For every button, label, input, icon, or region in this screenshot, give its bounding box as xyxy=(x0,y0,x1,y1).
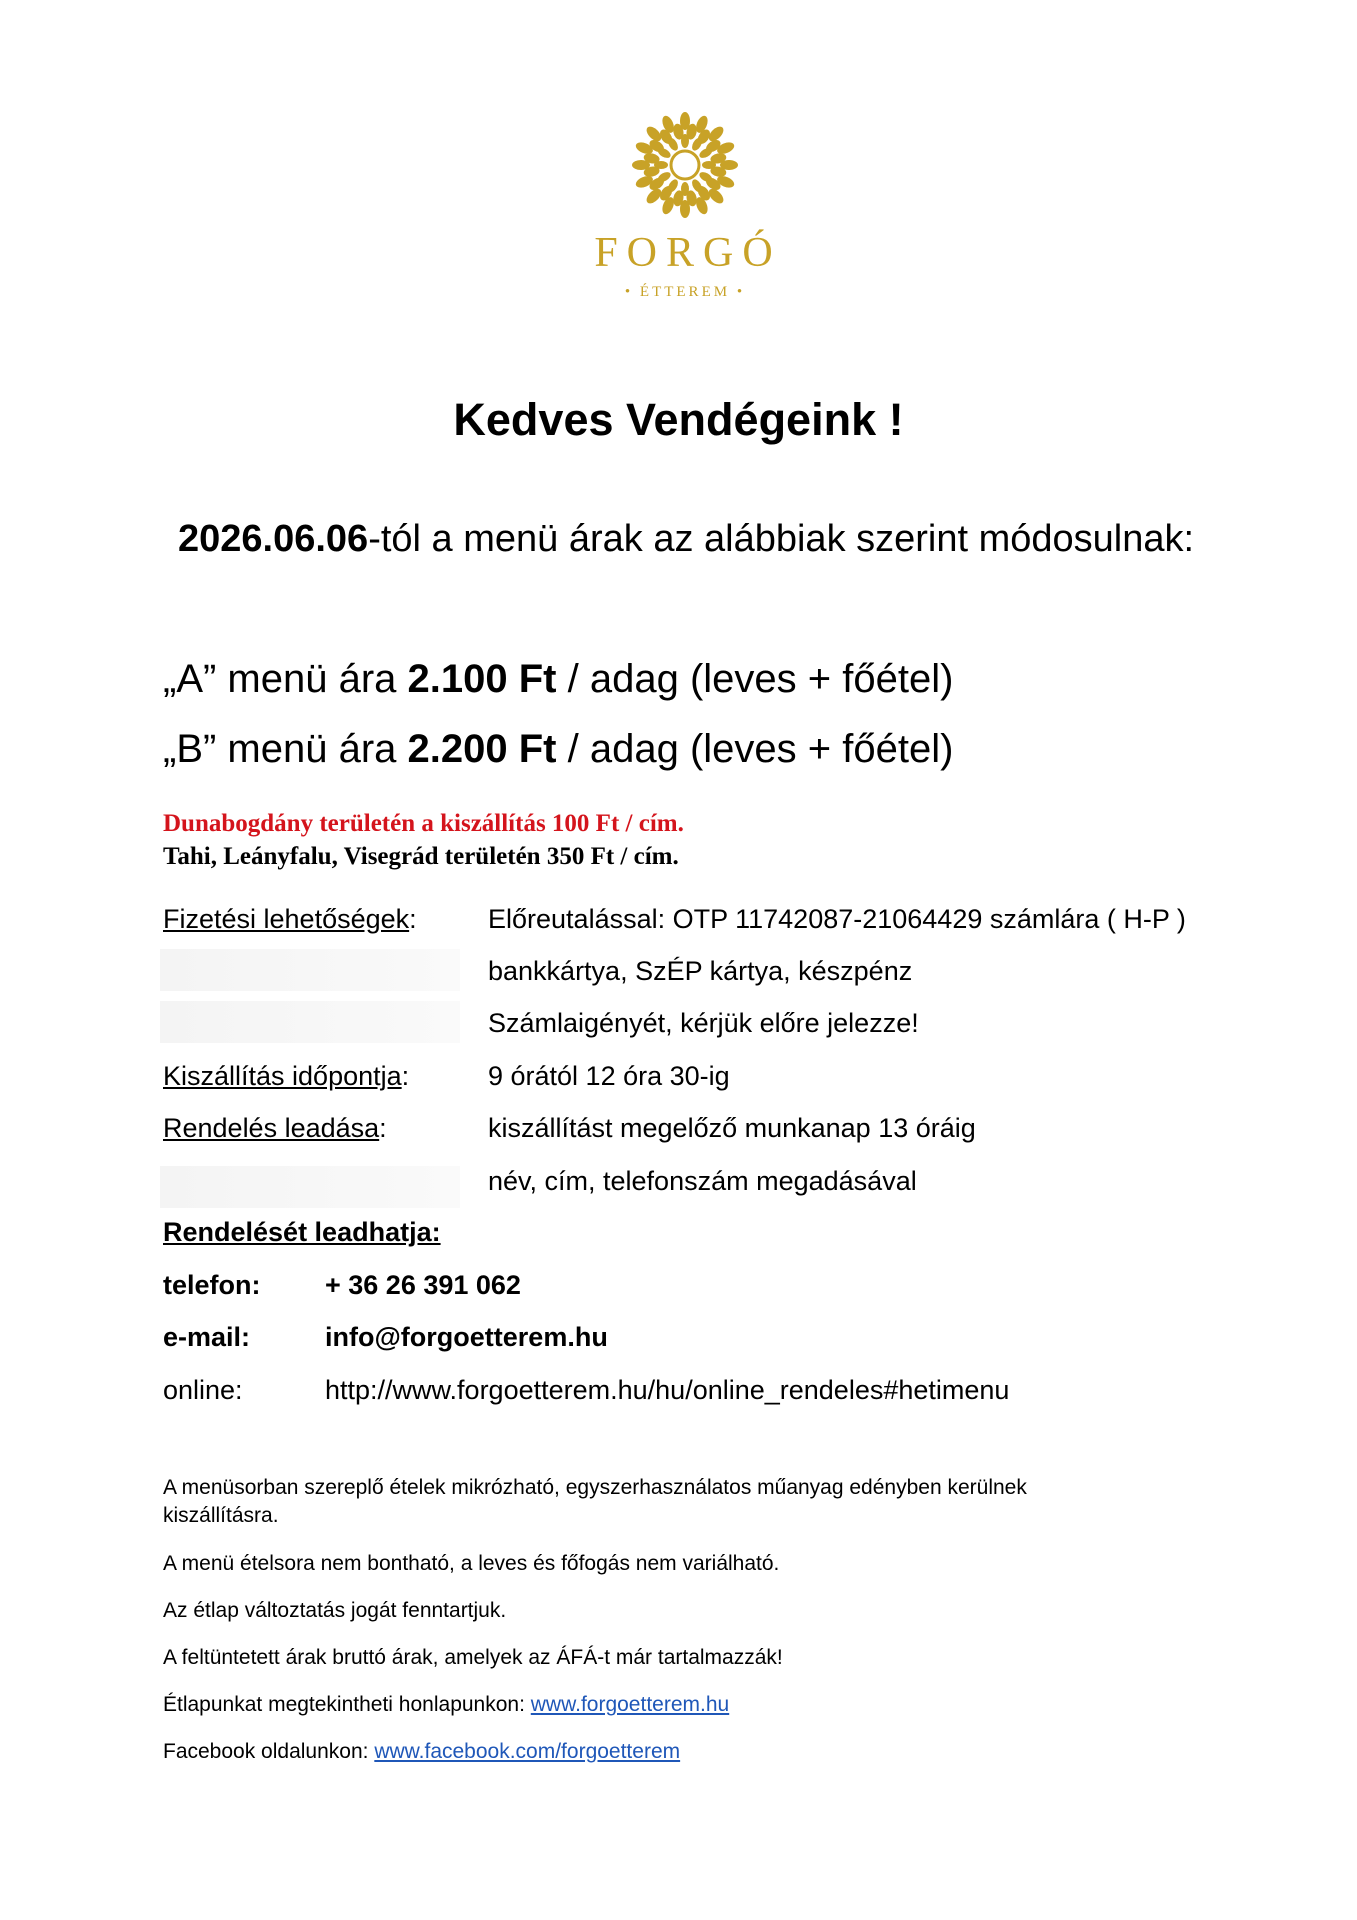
brand-subtitle: • ÉTTEREM • xyxy=(624,284,746,300)
contact-heading: Rendelését leadhatja: xyxy=(163,1217,441,1247)
phone-label: telefon: xyxy=(163,1270,261,1300)
phone-number[interactable]: + 36 26 391 062 xyxy=(325,1270,521,1300)
mandala-petal xyxy=(681,182,689,196)
mandala-petal xyxy=(702,161,716,169)
menu-b-unit: / adag (leves + főétel) xyxy=(556,727,954,771)
menu-b-price xyxy=(163,727,953,772)
packaging-note: A menüsorban szereplő ételek mikrózható, egyszerhasználatos műanyag edényben kerülnek kiszállításra. xyxy=(163,1476,1027,1527)
label-shade xyxy=(160,1166,460,1208)
label-shade xyxy=(160,1001,460,1043)
price-change-notice xyxy=(178,518,1194,561)
email-label: e-mail: xyxy=(163,1322,251,1352)
mandala-petal xyxy=(681,134,689,148)
delivery-time-label: Kiszállítás időpontja: xyxy=(163,1061,410,1091)
label-shade xyxy=(160,949,460,991)
menu-a-unit: / adag (leves + főétel) xyxy=(556,657,954,701)
mandala-petal xyxy=(654,161,668,169)
menu-b-amount: 2.200 Ft xyxy=(407,727,557,771)
effective-date: 2026.06.06 xyxy=(178,518,369,560)
restaurant-logo xyxy=(580,110,790,300)
order-details: név, cím, telefonszám megadásával xyxy=(488,1166,917,1196)
facebook-link[interactable]: www.facebook.com/forgoetterem xyxy=(374,1740,681,1763)
payment-methods: bankkártya, SzÉP kártya, készpénz xyxy=(488,956,913,986)
menu-b-label: „B” menü ára xyxy=(163,727,408,771)
order-label: Rendelés leadása: xyxy=(163,1113,387,1143)
website-note: Étlapunkat megtekintheti honlapunkon: www.forgoetterem.hu xyxy=(163,1693,730,1716)
mandala-logo-icon xyxy=(630,110,740,220)
payment-label: Fizetési lehetőségek: xyxy=(163,904,417,934)
invoice-note: Számlaigényét, kérjük előre jelezze! xyxy=(488,1008,919,1038)
email-address[interactable]: info@forgoetterem.hu xyxy=(325,1322,608,1352)
vat-note: A feltüntetett árak bruttó árak, amelyek az ÁFÁ-t már tartalmazzák! xyxy=(163,1646,783,1669)
menu-a-amount: 2.100 Ft xyxy=(407,657,557,701)
online-label: online: xyxy=(163,1375,243,1405)
rights-note: Az étlap változtatás jogát fenntartjuk. xyxy=(163,1599,507,1622)
price-change-text: -tól a menü árak az alábbiak szerint módosulnak: xyxy=(368,518,1195,560)
page-title: Kedves Vendégeink ! xyxy=(453,394,904,445)
delivery-fee-other: Tahi, Leányfalu, Visegrád területén 350 Ft / cím. xyxy=(163,843,679,870)
payment-transfer: Előreutalással: OTP 11742087-21064429 számlára ( H-P ) xyxy=(488,904,1186,934)
delivery-time-value: 9 órától 12 óra 30-ig xyxy=(488,1061,730,1091)
delivery-fee-local: Dunabogdány területén a kiszállítás 100 Ft / cím. xyxy=(163,810,684,837)
menu-a-label: „A” menü ára xyxy=(163,657,408,701)
facebook-note: Facebook oldalunkon: www.facebook.com/forgoetterem xyxy=(163,1740,681,1763)
order-deadline: kiszállítást megelőző munkanap 13 óráig xyxy=(488,1113,976,1143)
online-order-url[interactable]: http://www.forgoetterem.hu/hu/online_rendeles#hetimenu xyxy=(325,1375,1010,1405)
website-link[interactable]: www.forgoetterem.hu xyxy=(530,1693,730,1716)
brand-name: FORGÓ xyxy=(594,230,782,276)
no-split-note: A menü ételsora nem bontható, a leves és főfogás nem variálható. xyxy=(163,1552,780,1575)
menu-a-price xyxy=(163,657,953,702)
